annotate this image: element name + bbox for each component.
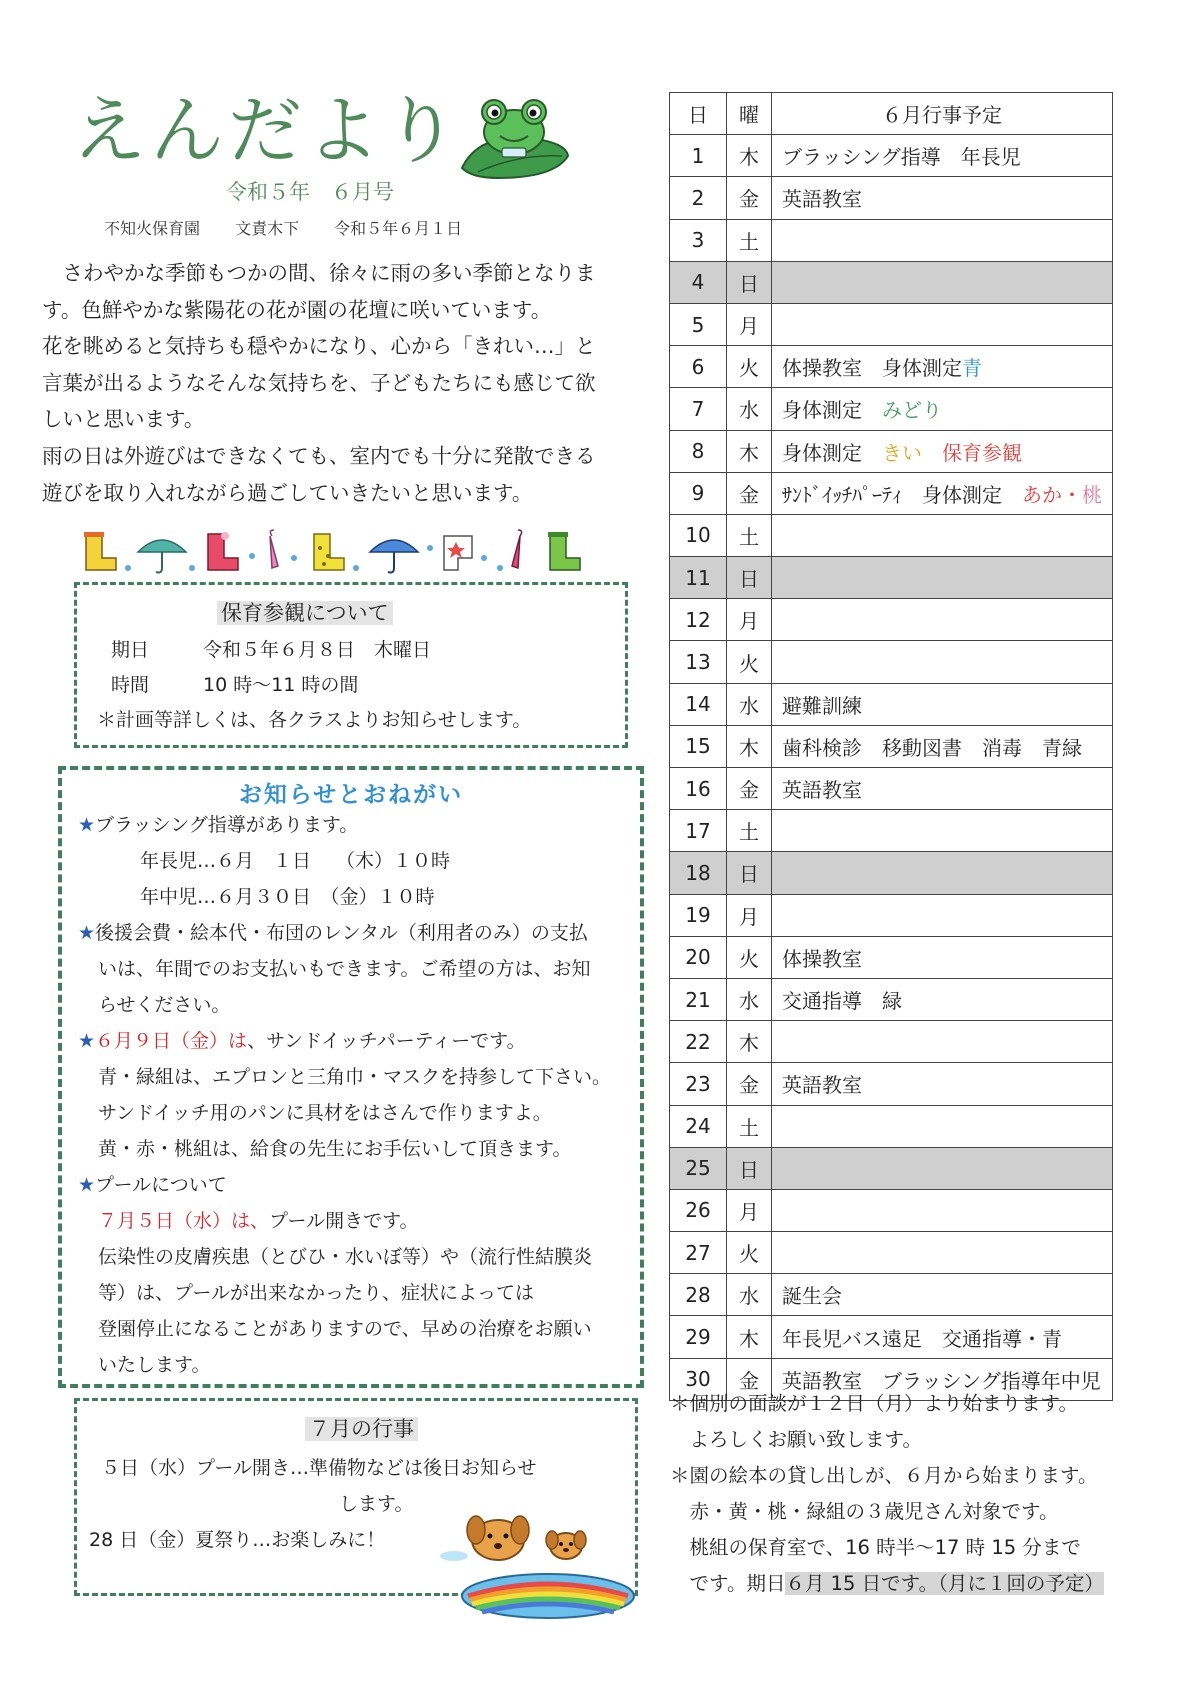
boot-icon xyxy=(84,532,116,570)
schedule-day: 26 xyxy=(670,1189,727,1231)
schedule-weekday: 月 xyxy=(727,303,772,345)
schedule-event: 英語教室 ブラッシング指導年中児 xyxy=(772,1358,1113,1400)
notice-brushing-line: 年長児…６月 １日 （木）１０時 xyxy=(140,850,451,872)
schedule-day: 15 xyxy=(670,725,727,767)
schedule-day: 29 xyxy=(670,1316,727,1358)
frog-on-leaf-illustration xyxy=(458,98,570,180)
schedule-weekday: 火 xyxy=(727,346,772,388)
schedule-event xyxy=(772,219,1113,261)
notice-fee-line: らせください。 xyxy=(98,994,231,1016)
schedule-weekday: 日 xyxy=(727,261,772,303)
schedule-weekday: 金 xyxy=(727,177,772,219)
schedule-day: 30 xyxy=(670,1358,727,1400)
schedule-weekday: 水 xyxy=(727,1274,772,1316)
notice-pool-line: いたします。 xyxy=(98,1354,211,1376)
schedule-weekday: 木 xyxy=(727,725,772,767)
schedule-row xyxy=(670,219,1113,261)
schedule-day: 24 xyxy=(670,1105,727,1147)
intro-line: さわやかな季節もつかの間、徐々に雨の多い季節となりま xyxy=(42,261,596,285)
schedule-day: 3 xyxy=(670,219,727,261)
dogs-pool-illustration xyxy=(438,1512,638,1622)
notice-pool: ★プールについて xyxy=(78,1174,227,1196)
schedule-row xyxy=(670,641,1113,683)
schedule-day: 1 xyxy=(670,135,727,177)
boot-icon xyxy=(444,536,472,570)
schedule-weekday: 月 xyxy=(727,1189,772,1231)
schedule-event xyxy=(772,1021,1113,1063)
schedule-weekday: 月 xyxy=(727,599,772,641)
schedule-event xyxy=(772,894,1113,936)
schedule-weekday: 土 xyxy=(727,1105,772,1147)
observation-title: 保育参観について xyxy=(217,597,393,627)
schedule-row xyxy=(670,1274,1113,1316)
schedule-day: 28 xyxy=(670,1274,727,1316)
intro-line: 雨の日は外遊びはできなくても、室内でも十分に発散できる xyxy=(42,443,596,468)
schedule-row-sunday xyxy=(670,852,1113,894)
star-icon: ★ xyxy=(78,1030,96,1052)
schedule-event: 英語教室 xyxy=(772,768,1113,810)
class-tag-blue: 青 xyxy=(962,356,982,381)
schedule-weekday: 日 xyxy=(727,557,772,599)
schedule-day: 20 xyxy=(670,936,727,978)
schedule-event xyxy=(772,1105,1113,1147)
note-line: ＊個別の面談が１２日（月）より始まります。 xyxy=(670,1392,1078,1415)
schedule-notes xyxy=(670,1386,1140,1602)
intro-text xyxy=(42,255,642,511)
notice-brushing: ★ブラッシング指導があります。 xyxy=(78,814,359,836)
issue-label: 令和５年 ６月号 xyxy=(226,180,394,204)
schedule-event xyxy=(772,1189,1113,1231)
schedule-day: 7 xyxy=(670,388,727,430)
schedule-day: 11 xyxy=(670,557,727,599)
rain-boots-umbrella-decoration xyxy=(80,528,632,576)
col-day-header: 日 xyxy=(670,93,727,135)
schedule-weekday: 日 xyxy=(727,1147,772,1189)
notice-sandwich-line: サンドイッチ用のパンに具材をはさんで作りますよ。 xyxy=(98,1102,552,1124)
schedule-day: 13 xyxy=(670,641,727,683)
schedule-event: 英語教室 xyxy=(772,177,1113,219)
umbrella-icon xyxy=(370,540,418,573)
schedule-row xyxy=(670,430,1113,472)
observation-notice-box xyxy=(74,582,628,748)
july-title: ７月の行事 xyxy=(305,1413,418,1443)
umbrella-icon xyxy=(138,540,186,573)
schedule-day: 2 xyxy=(670,177,727,219)
notices-box xyxy=(58,766,644,1388)
observation-tag: 保育参観 xyxy=(942,440,1022,465)
june-schedule-table xyxy=(669,92,1113,1401)
closed-umbrella-icon xyxy=(270,530,278,568)
schedule-weekday: 金 xyxy=(727,1358,772,1400)
schedule-weekday: 日 xyxy=(727,852,772,894)
newsletter-title: えんだより xyxy=(72,88,462,174)
schedule-event xyxy=(772,1232,1113,1274)
schedule-event: 誕生会 xyxy=(772,1274,1113,1316)
schedule-day: 14 xyxy=(670,683,727,725)
schedule-day: 23 xyxy=(670,1063,727,1105)
boot-icon xyxy=(208,532,238,570)
col-weekday-header: 曜 xyxy=(727,93,772,135)
schedule-weekday: 土 xyxy=(727,514,772,556)
observation-time-value: 10 時～11 時の間 xyxy=(203,674,359,696)
schedule-row xyxy=(670,514,1113,556)
schedule-day: 19 xyxy=(670,894,727,936)
schedule-event xyxy=(772,557,1113,599)
schedule-weekday: 水 xyxy=(727,388,772,430)
notice-sandwich-line: 黄・赤・桃組は、給食の先生にお手伝いして頂きます。 xyxy=(98,1138,572,1160)
schedule-weekday: 火 xyxy=(727,1232,772,1274)
star-icon: ★ xyxy=(78,1174,96,1196)
schedule-row xyxy=(670,810,1113,852)
star-icon: ★ xyxy=(78,814,96,836)
star-icon: ★ xyxy=(78,922,96,944)
closed-umbrella-icon xyxy=(512,530,522,568)
schedule-day: 4 xyxy=(670,261,727,303)
class-tag-red: あか・ xyxy=(1022,482,1082,507)
schedule-event: 体操教室 身体測定青 xyxy=(772,346,1113,388)
notice-pool-line: ７月５日（水）は、プール開きです。 xyxy=(98,1210,419,1232)
schedule-row-sunday xyxy=(670,261,1113,303)
schedule-event: 身体測定 きい 保育参観 xyxy=(772,430,1113,472)
intro-line: しいと思います。 xyxy=(42,407,205,432)
schedule-row xyxy=(670,978,1113,1020)
schedule-weekday: 木 xyxy=(727,135,772,177)
schedule-row xyxy=(670,1021,1113,1063)
highlighted-date: ６月 15 日です。（月に１回の予定） xyxy=(785,1572,1104,1595)
schedule-event xyxy=(772,641,1113,683)
schedule-event xyxy=(772,514,1113,556)
observation-time-label: 時間 xyxy=(111,674,150,696)
schedule-row xyxy=(670,768,1113,810)
note-line: 桃組の保育室で、16 時半～17 時 15 分まで xyxy=(670,1536,1081,1559)
schedule-event: 避難訓練 xyxy=(772,683,1113,725)
schedule-row xyxy=(670,725,1113,767)
schedule-row xyxy=(670,1232,1113,1274)
schedule-day: 6 xyxy=(670,346,727,388)
class-tag-green: みどり xyxy=(882,398,942,423)
schedule-weekday: 金 xyxy=(727,472,772,514)
schedule-row xyxy=(670,388,1113,430)
observation-note: ＊計画等詳しくは、各クラスよりお知らせします。 xyxy=(97,709,532,731)
note-line: よろしくお願い致します。 xyxy=(670,1428,922,1451)
schedule-event: 英語教室 xyxy=(772,1063,1113,1105)
july-event-line: 28 日（金）夏祭り…お楽しみに！ xyxy=(89,1529,386,1551)
schedule-event xyxy=(772,852,1113,894)
boot-icon xyxy=(548,532,580,570)
schedule-day: 16 xyxy=(670,768,727,810)
schedule-row xyxy=(670,1105,1113,1147)
schedule-event xyxy=(772,261,1113,303)
schedule-row xyxy=(670,1063,1113,1105)
note-line: ＊園の絵本の貸し出しが、６月から始まります。 xyxy=(670,1464,1098,1487)
schedule-weekday: 土 xyxy=(727,810,772,852)
schedule-day: 27 xyxy=(670,1232,727,1274)
schedule-row xyxy=(670,303,1113,345)
class-tag-yellow: きい xyxy=(882,440,922,465)
schedule-event xyxy=(772,599,1113,641)
note-line: です。期日６月 15 日です。（月に１回の予定） xyxy=(670,1572,1104,1595)
schedule-event: ｻﾝﾄﾞｲｯﾁﾊﾟｰﾃｨ 身体測定 あか・桃 xyxy=(772,472,1113,514)
schedule-row xyxy=(670,936,1113,978)
schedule-weekday: 金 xyxy=(727,1063,772,1105)
schedule-weekday: 火 xyxy=(727,936,772,978)
intro-line: 遊びを取り入れながら過ごしていきたいと思います。 xyxy=(42,480,533,505)
notice-pool-line: 等）は、プールが出来なかったり、症状によっては xyxy=(98,1282,535,1304)
schedule-day: 22 xyxy=(670,1021,727,1063)
schedule-event: 交通指導 緑 xyxy=(772,978,1113,1020)
schedule-event: 身体測定 みどり xyxy=(772,388,1113,430)
class-tag-pink: 桃 xyxy=(1082,482,1102,507)
byline: 不知火保育園 文責木下 令和５年６月１日 xyxy=(104,219,463,238)
schedule-event: ブラッシング指導 年長児 xyxy=(772,135,1113,177)
schedule-day: 21 xyxy=(670,978,727,1020)
notice-fee: ★後援会費・絵本代・布団のレンタル（利用者のみ）の支払 xyxy=(78,922,588,944)
schedule-row-sunday xyxy=(670,557,1113,599)
col-event-header: ６月行事予定 xyxy=(772,93,1113,135)
schedule-weekday: 土 xyxy=(727,219,772,261)
schedule-row xyxy=(670,177,1113,219)
july-event-line: ５日（水）プール開き…準備物などは後日お知らせ xyxy=(101,1457,537,1479)
schedule-weekday: 月 xyxy=(727,894,772,936)
schedule-header-row xyxy=(670,93,1113,135)
july-event-line: します。 xyxy=(339,1493,414,1515)
schedule-weekday: 火 xyxy=(727,641,772,683)
notice-brushing-line: 年中児…６月３０日 （金）１０時 xyxy=(140,886,435,908)
schedule-day: 8 xyxy=(670,430,727,472)
schedule-row xyxy=(670,1316,1113,1358)
schedule-row xyxy=(670,599,1113,641)
schedule-day: 17 xyxy=(670,810,727,852)
schedule-weekday: 水 xyxy=(727,683,772,725)
schedule-day: 25 xyxy=(670,1147,727,1189)
schedule-row-sunday xyxy=(670,1147,1113,1189)
observation-date-label: 期日 xyxy=(111,639,150,661)
schedule-row xyxy=(670,1189,1113,1231)
notice-pool-line: 伝染性の皮膚疾患（とびひ・水いぼ等）や（流行性結膜炎 xyxy=(98,1246,593,1268)
notice-fee-line: いは、年間でのお支払いもできます。ご希望の方は、お知 xyxy=(98,958,591,980)
schedule-event xyxy=(772,303,1113,345)
note-line: 赤・黄・桃・緑組の３歳児さん対象です。 xyxy=(670,1500,1059,1523)
schedule-day: 18 xyxy=(670,852,727,894)
schedule-weekday: 木 xyxy=(727,1021,772,1063)
schedule-event: 年長児バス遠足 交通指導・青 xyxy=(772,1316,1113,1358)
notice-sandwich-line: 青・緑組は、エプロンと三角巾・マスクを持参して下さい。 xyxy=(98,1066,612,1088)
schedule-weekday: 木 xyxy=(727,430,772,472)
schedule-weekday: 金 xyxy=(727,768,772,810)
intro-line: 言葉が出るようなそんな気持ちを、子どもたちにも感じて欲 xyxy=(42,370,596,395)
schedule-day: 9 xyxy=(670,472,727,514)
schedule-row xyxy=(670,894,1113,936)
schedule-weekday: 木 xyxy=(727,1316,772,1358)
notices-title: お知らせとおねがい xyxy=(238,782,464,808)
schedule-event xyxy=(772,1147,1113,1189)
intro-line: 花を眺めると気持ちも穏やかになり、心から「きれい…」と xyxy=(42,334,596,359)
notice-pool-line: 登園停止になることがありますので、早めの治療をお願い xyxy=(98,1318,592,1340)
schedule-row xyxy=(670,472,1113,514)
schedule-event: 体操教室 xyxy=(772,936,1113,978)
schedule-row xyxy=(670,683,1113,725)
boot-icon xyxy=(314,534,344,570)
schedule-event xyxy=(772,810,1113,852)
schedule-row xyxy=(670,346,1113,388)
schedule-day: 5 xyxy=(670,303,727,345)
intro-line: す。色鮮やかな紫陽花の花が園の花壇に咲いています。 xyxy=(42,297,552,322)
schedule-weekday: 水 xyxy=(727,978,772,1020)
schedule-day: 12 xyxy=(670,599,727,641)
schedule-event: 歯科検診 移動図書 消毒 青緑 xyxy=(772,725,1113,767)
notice-sandwich: ★６月９日（金）は、サンドイッチパーティーです。 xyxy=(78,1030,526,1052)
observation-date-value: 令和５年６月８日 木曜日 xyxy=(203,639,432,661)
schedule-day: 10 xyxy=(670,514,727,556)
schedule-row xyxy=(670,135,1113,177)
